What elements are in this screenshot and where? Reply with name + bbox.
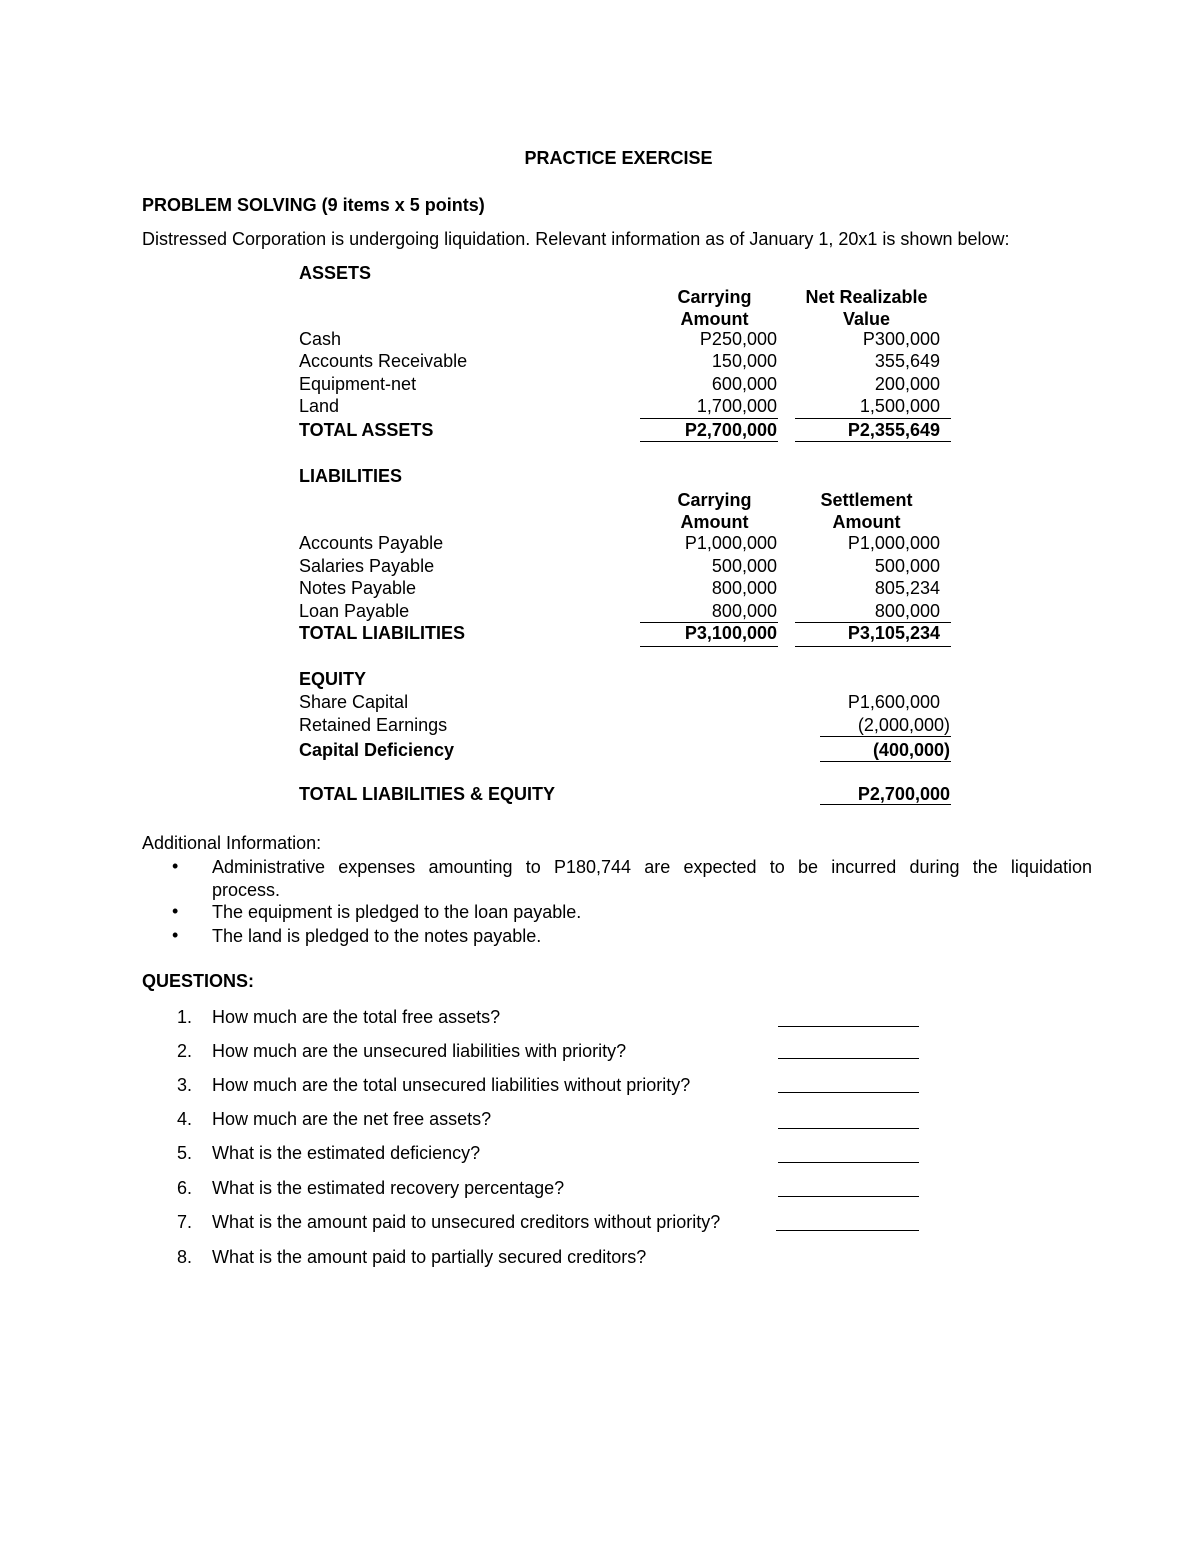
total-liab-equity-value: P2,700,000: [857, 784, 950, 804]
page-title: PRACTICE EXERCISE: [524, 148, 713, 168]
liability-row-carrying: 800,000: [711, 578, 777, 598]
assets-total-label: TOTAL ASSETS: [299, 420, 434, 440]
answer-blank[interactable]: [778, 1092, 919, 1093]
retained-earnings-value: (2,000,000): [857, 715, 950, 735]
liability-row-settlement: 500,000: [874, 556, 940, 576]
answer-blank[interactable]: [778, 1162, 919, 1163]
asset-row-nrv: 1,500,000: [859, 396, 940, 416]
liability-row-settlement: 800,000: [874, 601, 940, 621]
answer-blank[interactable]: [776, 1230, 919, 1231]
liability-row-carrying: 800,000: [711, 601, 777, 621]
question-text: What is the estimated deficiency?: [212, 1143, 481, 1163]
liability-row-carrying: P1,000,000: [684, 533, 777, 553]
asset-row-nrv: 355,649: [874, 351, 940, 371]
total-liab-equity-rule: [820, 804, 951, 805]
section-heading: PROBLEM SOLVING (9 items x 5 points): [142, 195, 485, 215]
retained-earnings-rule: [820, 736, 951, 737]
question-text: How much are the net free assets?: [212, 1109, 492, 1129]
question-number: 1.: [176, 1007, 192, 1027]
asset-row-nrv: 200,000: [874, 374, 940, 394]
asset-row-nrv: P300,000: [862, 329, 940, 349]
asset-row-label: Accounts Receivable: [299, 351, 468, 371]
question-text: What is the amount paid to unsecured creditors without priority?: [212, 1212, 721, 1232]
bullet-icon: •: [172, 856, 179, 876]
additional-heading: Additional Information:: [142, 833, 322, 853]
assets-col-nrv-line2: Value: [842, 309, 891, 329]
total-liab-equity-label: TOTAL LIABILITIES & EQUITY: [299, 784, 556, 804]
question-text: How much are the total unsecured liabilities without priority?: [212, 1075, 691, 1095]
equity-heading: EQUITY: [299, 669, 367, 689]
liability-row-carrying: 500,000: [711, 556, 777, 576]
assets-heading: ASSETS: [299, 263, 372, 283]
liability-row-settlement: P1,000,000: [847, 533, 940, 553]
liab-total-rule: [795, 646, 951, 647]
bullet-icon: •: [172, 925, 179, 945]
capital-deficiency-label: Capital Deficiency: [299, 740, 455, 760]
liability-row-label: Salaries Payable: [299, 556, 435, 576]
asset-row-carrying: 600,000: [711, 374, 777, 394]
share-capital-label: Share Capital: [299, 692, 409, 712]
assets-col-carrying-line2: Amount: [680, 309, 749, 329]
asset-row-carrying: 150,000: [711, 351, 777, 371]
liability-row-label: Notes Payable: [299, 578, 417, 598]
answer-blank[interactable]: [778, 1058, 919, 1059]
questions-heading: QUESTIONS:: [142, 971, 255, 991]
capital-deficiency-value: (400,000): [872, 740, 950, 760]
question-number: 8.: [176, 1247, 192, 1267]
liab-total-rule: [640, 646, 778, 647]
question-number: 5.: [176, 1143, 192, 1163]
assets-total-rule: [795, 441, 951, 442]
share-capital-value: P1,600,000: [847, 692, 940, 712]
question-number: 6.: [176, 1178, 192, 1198]
liab-col-settlement-line1: Settlement: [820, 490, 913, 510]
answer-blank[interactable]: [778, 1196, 919, 1197]
question-text: How much are the unsecured liabilities with priority?: [212, 1041, 627, 1061]
liabilities-heading: LIABILITIES: [299, 466, 402, 486]
intro-text: Distressed Corporation is undergoing liquidation. Relevant information as of January 1, 20x1 is shown below:: [142, 229, 1010, 249]
bullet-text: The land is pledged to the notes payable.: [212, 926, 542, 946]
answer-blank[interactable]: [778, 1026, 919, 1027]
question-number: 4.: [176, 1109, 192, 1129]
liabilities-total-label: TOTAL LIABILITIES: [299, 623, 465, 643]
liabilities-total-carrying: P3,100,000: [684, 623, 777, 643]
liability-row-settlement: 805,234: [874, 578, 940, 598]
question-number: 2.: [176, 1041, 192, 1061]
assets-col-carrying-line1: Carrying: [677, 287, 752, 307]
asset-row-label: Equipment-net: [299, 374, 417, 394]
bullet-text: Administrative expenses amounting to P180,744 are expected to be incurred during the liquidation: [212, 857, 1092, 877]
liability-row-label: Loan Payable: [299, 601, 410, 621]
assets-col-nrv-line1: Net Realizable: [805, 287, 928, 307]
question-number: 3.: [176, 1075, 192, 1095]
liability-row-label: Accounts Payable: [299, 533, 444, 553]
assets-total-carrying: P2,700,000: [684, 420, 777, 440]
liabilities-total-settlement: P3,105,234: [847, 623, 940, 643]
question-text: What is the amount paid to partially secured creditors?: [212, 1247, 647, 1267]
question-text: What is the estimated recovery percentage?: [212, 1178, 565, 1198]
question-text: How much are the total free assets?: [212, 1007, 501, 1027]
asset-row-carrying: P250,000: [699, 329, 777, 349]
liab-col-settlement-line2: Amount: [832, 512, 901, 532]
question-number: 7.: [176, 1212, 192, 1232]
asset-row-label: Land: [299, 396, 340, 416]
liab-col-carrying-line1: Carrying: [677, 490, 752, 510]
capital-deficiency-rule: [820, 761, 951, 762]
asset-row-carrying: 1,700,000: [696, 396, 777, 416]
answer-blank[interactable]: [778, 1128, 919, 1129]
retained-earnings-label: Retained Earnings: [299, 715, 448, 735]
assets-total-nrv: P2,355,649: [847, 420, 940, 440]
asset-row-label: Cash: [299, 329, 342, 349]
bullet-icon: •: [172, 901, 179, 921]
liab-col-carrying-line2: Amount: [680, 512, 749, 532]
bullet-text: The equipment is pledged to the loan payable.: [212, 902, 582, 922]
assets-total-rule: [640, 441, 778, 442]
bullet-text-continued: process.: [212, 880, 281, 900]
